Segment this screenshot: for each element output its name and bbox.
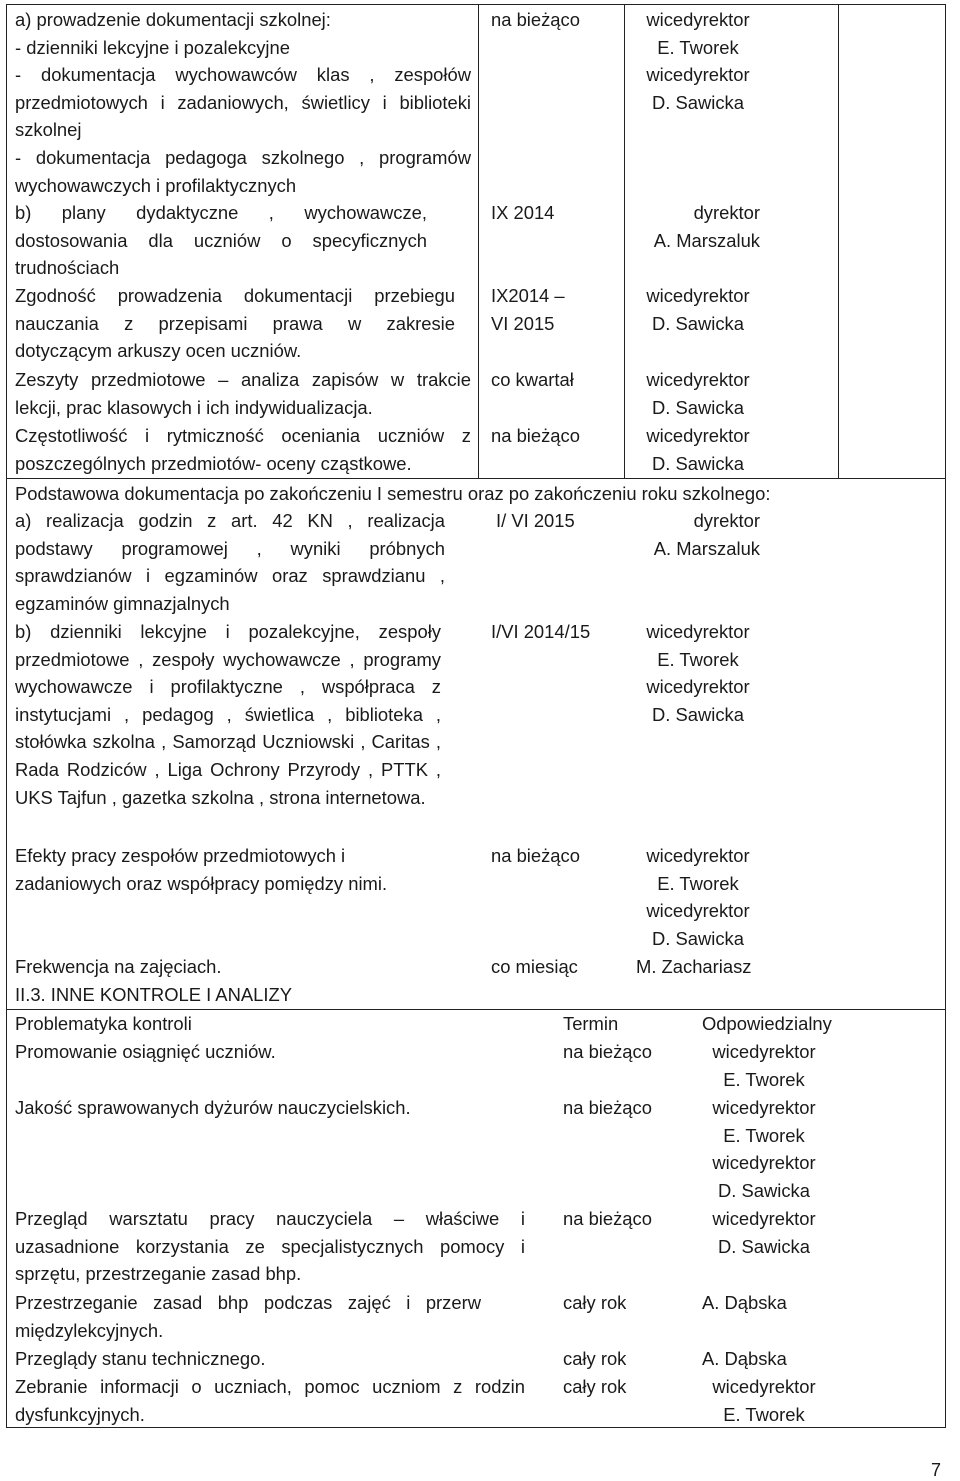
table-row-responsible: wicedyrektor D. Sawicka (646, 369, 750, 418)
table-row-term: co kwartał (491, 369, 574, 390)
table-row-text: Częstotliwość i rytmiczność oceniania uczniów z poszczególnych przedmiotów- oceny cząstkowe. (15, 425, 471, 474)
table-row-text: Zeszyty przedmiotowe – analiza zapisów w trakcie lekcji, prac klasowych i ich indywidualizacja. (15, 369, 471, 418)
table-row-responsible: wicedyrektor E. Tworek wicedyrektor D. Sawicka (712, 1097, 816, 1201)
table-row-text: Jakość sprawowanych dyżurów nauczycielskich. (15, 1097, 411, 1118)
column-divider (838, 4, 839, 478)
table-row-term: na bieżąco (491, 9, 580, 30)
table-row-term: IX 2014 (491, 202, 555, 223)
table-row-responsible: dyrektor A. Marszaluk (653, 202, 760, 251)
table-row-text: Przestrzeganie zasad bhp podczas zajęć i przerw międzylekcyjnych. (15, 1292, 481, 1341)
table-row-responsible: A. Dąbska (702, 1292, 787, 1313)
section-heading: Podstawowa dokumentacja po zakończeniu I semestru oraz po zakończeniu roku szkolnego: (15, 483, 771, 504)
table-row-responsible: M. Zachariasz (636, 956, 752, 977)
header-topic: Problematyka kontroli (15, 1013, 192, 1034)
table-row-text: a) realizacja godzin z art. 42 KN , realizacja podstawy programowej , wyniki próbnych sprawdzianów i egzaminów oraz sprawdzianu , egzaminów gimnazjalnych (15, 510, 445, 614)
table-row-text: Zebranie informacji o uczniach, pomoc uczniom z rodzin dysfunkcyjnych. (15, 1376, 525, 1425)
table-row-responsible: wicedyrektor E. Tworek (712, 1041, 816, 1090)
table-row-term: na bieżąco (563, 1208, 652, 1229)
table-row-text: Przeglądy stanu technicznego. (15, 1348, 266, 1369)
table-row-text: Promowanie osiągnięć uczniów. (15, 1041, 276, 1062)
header-term: Termin (563, 1013, 619, 1034)
table-row-responsible: wicedyrektor D. Sawicka (646, 285, 750, 334)
table-row-text: Zgodność prowadzenia dokumentacji przebiegu nauczania z przepisami prawa w zakresie dotyczącym arkuszy ocen uczniów. (15, 285, 455, 362)
header-responsible: Odpowiedzialny (702, 1013, 832, 1034)
table-row-term: na bieżąco (491, 845, 580, 866)
table-row-text: a) prowadzenie dokumentacji szkolnej: - dzienniki lekcyjne i pozalekcyjne - dokumentacja wychowawców klas , zespołów przedmiotowych i zadaniowych, świetlicy i biblioteki szkolnej - dokumentacja pedagoga szkolnego , programów wychowawczych i profilaktycznych (15, 9, 471, 196)
column-divider (478, 4, 479, 478)
table-row-text: Przegląd warsztatu pracy nauczyciela – właściwe i uzasadnione korzystania ze specjalistycznych pomocy i sprzętu, przestrzeganie zasad bhp. (15, 1208, 525, 1285)
row-divider (6, 478, 946, 479)
table-row-term: IX2014 – VI 2015 (491, 285, 565, 334)
table-row-responsible: wicedyrektor E. Tworek wicedyrektor D. Sawicka (646, 621, 750, 725)
table-row-text: b) dzienniki lekcyjne i pozalekcyjne, zespoły przedmiotowe , zespoły wychowawcze , programy wychowawcze i profilaktyczne , współpraca z instytucjami , pedagog , świetlica , biblioteka , stołówka szkolna , Samorząd Uczniowski , Caritas , Rada Rodziców , Liga Ochrony Przyrody , PTTK , UKS Tajfun , gazetka szkolna , strona internetowa. (15, 621, 441, 808)
subsection-title: II.3. INNE KONTROLE I ANALIZY (15, 984, 292, 1005)
table-row-responsible: wicedyrektor D. Sawicka (712, 1208, 816, 1257)
table-row-term: na bieżąco (491, 425, 580, 446)
table-row-term: cały rok (563, 1348, 627, 1369)
table-row-term: cały rok (563, 1292, 627, 1313)
table-row-term: na bieżąco (563, 1097, 652, 1118)
table-row-term: co miesiąc (491, 956, 578, 977)
page-number: 7 (931, 1460, 942, 1480)
column-divider (624, 4, 625, 478)
table-row-term: cały rok (563, 1376, 627, 1397)
table-row-responsible: dyrektor A. Marszaluk (653, 510, 760, 559)
table-row-responsible: wicedyrektor D. Sawicka (646, 425, 750, 474)
table-row-text: b) plany dydaktyczne , wychowawcze, dostosowania dla uczniów o specyficznych trudnościach (15, 202, 427, 279)
table-row-responsible: A. Dąbska (702, 1348, 787, 1369)
table-row-responsible: wicedyrektor E. Tworek wicedyrektor D. Sawicka (646, 9, 750, 113)
table-row-text: Frekwencja na zajęciach. (15, 956, 222, 977)
table-row-responsible: wicedyrektor E. Tworek (712, 1376, 816, 1425)
table-row-term: na bieżąco (563, 1041, 652, 1062)
table-row-responsible: wicedyrektor E. Tworek wicedyrektor D. Sawicka (646, 845, 750, 949)
table-row-term: I/VI 2014/15 (491, 621, 591, 642)
table-row-term: I/ VI 2015 (496, 510, 575, 531)
table-row-text: Efekty pracy zespołów przedmiotowych i zadaniowych oraz współpracy pomiędzy nimi. (15, 845, 388, 894)
